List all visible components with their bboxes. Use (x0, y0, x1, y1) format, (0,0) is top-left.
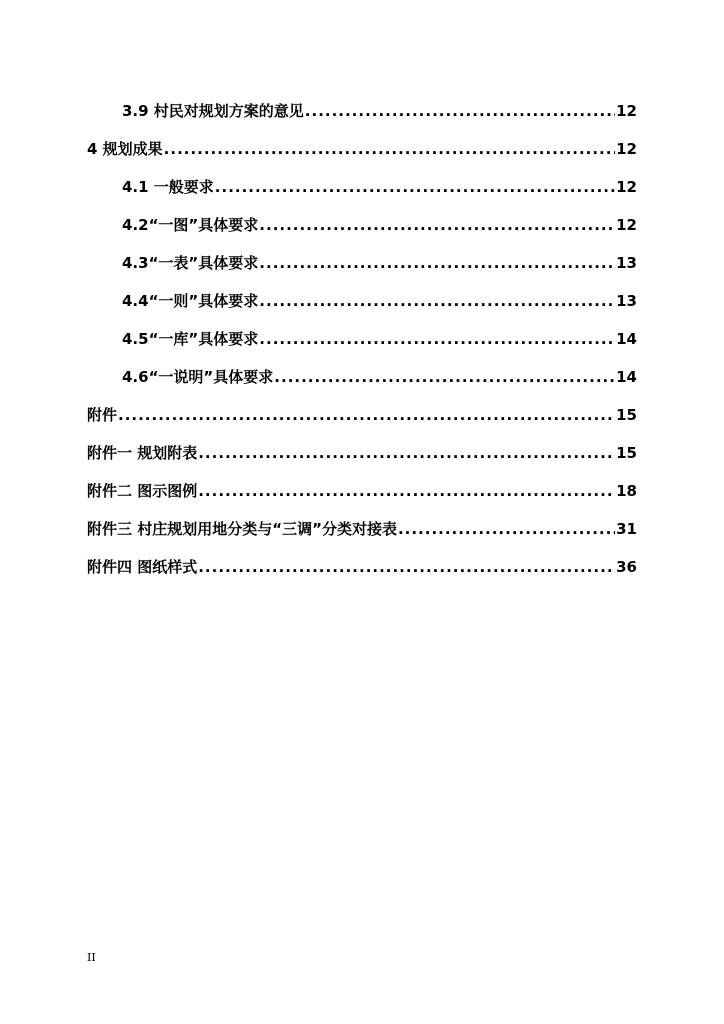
toc-entry[interactable] (87, 290, 637, 328)
toc-dot-leader (259, 254, 615, 272)
toc-entry[interactable] (87, 176, 637, 214)
toc-entry-page: 15 (616, 444, 637, 462)
toc-entry[interactable] (87, 404, 637, 442)
table-of-contents (87, 100, 637, 594)
toc-entry-page: 12 (616, 178, 637, 196)
toc-entry-page: 12 (616, 216, 637, 234)
toc-entry-label: 附件二 图示图例 (87, 482, 198, 500)
toc-dot-leader (215, 178, 615, 196)
toc-dot-leader (259, 216, 615, 234)
toc-entry-label: 4.2“一图”具体要求 (122, 216, 259, 234)
toc-entry[interactable] (87, 366, 637, 404)
toc-entry-page: 13 (616, 292, 637, 310)
toc-entry-page: 15 (616, 406, 637, 424)
toc-dot-leader (274, 368, 615, 386)
toc-entry-page: 12 (616, 102, 637, 120)
toc-entry-label: 4.5“一库”具体要求 (122, 330, 259, 348)
toc-dot-leader (198, 482, 615, 500)
toc-entry-label: 4.6“一说明”具体要求 (122, 368, 274, 386)
toc-dot-leader (198, 444, 615, 462)
toc-entry[interactable] (87, 556, 637, 594)
toc-dot-leader (259, 292, 615, 310)
toc-entry-page: 14 (616, 368, 637, 386)
toc-entry[interactable] (87, 252, 637, 290)
toc-entry-label: 附件 (87, 406, 118, 424)
toc-entry-label: 4 规划成果 (87, 140, 163, 158)
toc-entry-label: 3.9 村民对规划方案的意见 (122, 102, 304, 120)
toc-dot-leader (305, 102, 615, 120)
page-number: II (87, 951, 96, 964)
toc-entry-label: 附件四 图纸样式 (87, 558, 198, 576)
toc-entry[interactable] (87, 328, 637, 366)
toc-entry[interactable] (87, 214, 637, 252)
toc-entry[interactable] (87, 442, 637, 480)
toc-entry[interactable] (87, 100, 637, 138)
toc-dot-leader (398, 520, 615, 538)
toc-entry-page: 13 (616, 254, 637, 272)
toc-dot-leader (259, 330, 615, 348)
toc-entry-label: 4.4“一则”具体要求 (122, 292, 259, 310)
toc-entry-label: 4.1 一般要求 (122, 178, 214, 196)
toc-dot-leader (164, 140, 615, 158)
toc-entry-label: 附件一 规划附表 (87, 444, 198, 462)
toc-entry-label: 4.3“一表”具体要求 (122, 254, 259, 272)
toc-entry[interactable] (87, 480, 637, 518)
toc-entry-page: 14 (616, 330, 637, 348)
toc-entry[interactable] (87, 518, 637, 556)
toc-entry-page: 36 (616, 558, 637, 576)
toc-entry-label: 附件三 村庄规划用地分类与“三调”分类对接表 (87, 520, 397, 538)
toc-dot-leader (198, 558, 615, 576)
toc-dot-leader (118, 406, 615, 424)
toc-entry-page: 31 (616, 520, 637, 538)
toc-entry[interactable] (87, 138, 637, 176)
toc-entry-page: 18 (616, 482, 637, 500)
toc-entry-page: 12 (616, 140, 637, 158)
